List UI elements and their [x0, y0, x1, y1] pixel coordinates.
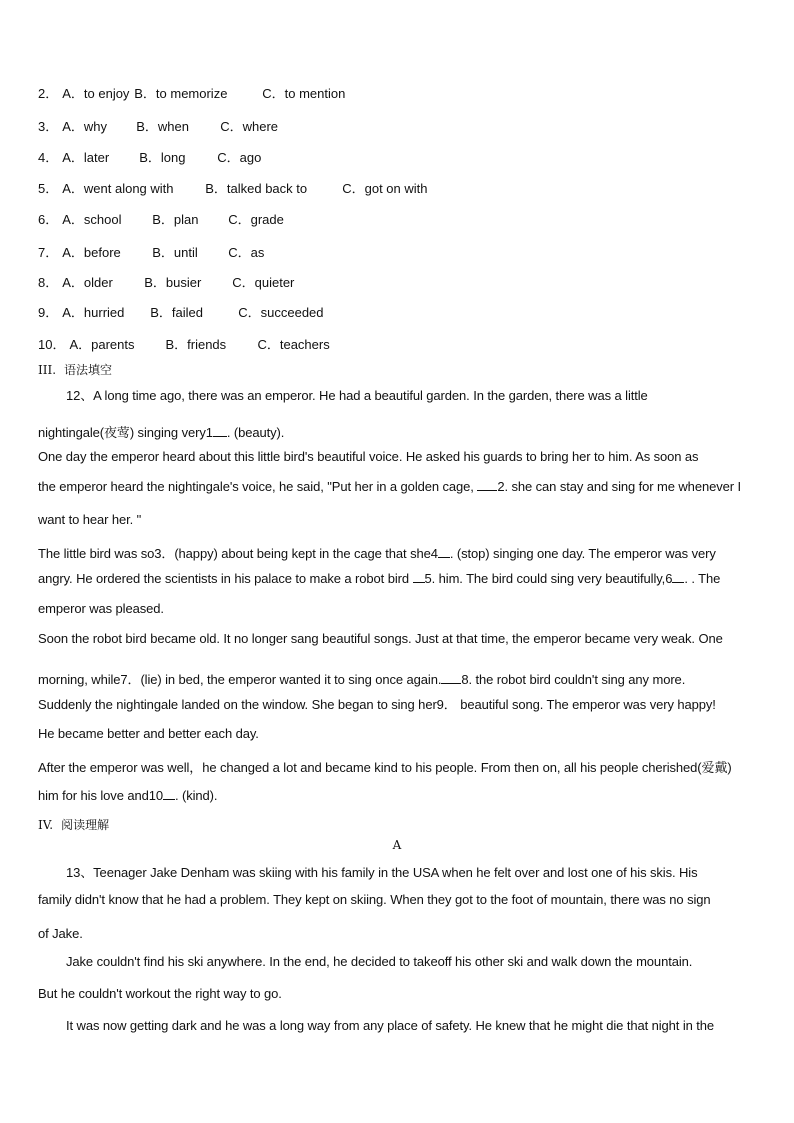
paragraph-line: [38, 926, 83, 941]
answer-blank-8[interactable]: [441, 675, 461, 684]
option-c: C．where: [220, 119, 279, 134]
section-heading-reading: [38, 816, 109, 833]
text: 12、A long time ago, there was an emperor. He had a beautiful garden. In the garden, there was a little: [66, 388, 648, 403]
text: 13、Teenager Jake Denham was skiing with his family in the USA when he felt over and lost one of his skis. His: [66, 865, 698, 880]
answer-blank-5[interactable]: [413, 574, 425, 583]
option-b: B．plan: [152, 212, 199, 227]
option-b: B．to memorize: [134, 86, 228, 101]
option-a: A．later: [62, 150, 110, 165]
text: the emperor heard the nightingale's voice, he said, "Put her in a golden cage,: [38, 479, 474, 494]
text: 5. him. The bird could sing very beautifully,6: [424, 571, 673, 586]
text: . (beauty).: [226, 425, 285, 440]
text: nightingale(夜莺) singing very1: [38, 425, 213, 440]
section-title: 语法填空: [64, 363, 113, 377]
option-row-10: [38, 334, 330, 353]
answer-blank-10[interactable]: [163, 791, 175, 800]
answer-blank-6[interactable]: [672, 574, 684, 583]
option-c: C．got on with: [342, 181, 428, 196]
paragraph-line: [38, 479, 741, 494]
question-number: 10．: [38, 337, 66, 352]
answer-blank-2[interactable]: [477, 482, 497, 491]
option-c: C．grade: [228, 212, 284, 227]
option-c: C．teachers: [257, 337, 330, 352]
section-number: III.: [38, 363, 57, 377]
paragraph-line: [66, 954, 692, 969]
option-b: B．friends: [165, 337, 227, 352]
paragraph-line: [38, 449, 698, 464]
option-row-3: [38, 116, 278, 135]
question-number: 8．: [38, 275, 59, 290]
option-a: A．parents: [69, 337, 135, 352]
text: After the emperor was well，he changed a lot and became kind to his people. From then on, all his people cherished(爱戴): [38, 760, 732, 775]
paragraph-line: [38, 669, 685, 688]
paragraph-line: [38, 631, 723, 646]
option-c: C．succeeded: [238, 305, 324, 320]
option-a: A．hurried: [62, 305, 125, 320]
option-b: B．talked back to: [205, 181, 308, 196]
text: 8. the robot bird couldn't sing any more.: [461, 672, 686, 687]
option-c: C．as: [228, 245, 265, 260]
question-number: 4．: [38, 150, 59, 165]
option-row-8: [38, 272, 294, 291]
option-b: B．busier: [144, 275, 202, 290]
paragraph-line: [38, 512, 141, 527]
text: . (stop) singing one day. The emperor was very: [449, 546, 716, 561]
question-number: 3．: [38, 119, 59, 134]
text: Jake couldn't find his ski anywhere. In the end, he decided to takeoff his other ski and walk down the mountain.: [66, 954, 693, 969]
option-a: A．school: [62, 212, 122, 227]
option-row-2: [38, 83, 345, 102]
text: One day the emperor heard about this little bird's beautiful voice. He asked his guards to bring her to him. As soon as: [38, 449, 699, 464]
text: Soon the robot bird became old. It no longer sang beautiful songs. Just at that time, the emperor became very weak. One: [38, 631, 723, 646]
question-number: 7．: [38, 245, 59, 260]
text: He became better and better each day.: [38, 726, 259, 741]
text: him for his love and10: [38, 788, 163, 803]
question-number: 9．: [38, 305, 59, 320]
text: The little bird was so3．(happy) about being kept in the cage that she4: [38, 546, 438, 561]
answer-blank-1[interactable]: [213, 428, 227, 437]
text: of Jake.: [38, 926, 83, 941]
section-number: IV.: [38, 818, 54, 832]
text: emperor was pleased.: [38, 601, 164, 616]
text: want to hear her. ": [38, 512, 142, 527]
option-b: B．until: [152, 245, 198, 260]
option-row-9: [38, 302, 324, 321]
option-row-5: [38, 178, 428, 197]
option-row-4: [38, 147, 261, 166]
passage-label: A: [392, 838, 402, 852]
section-heading-grammar: [38, 361, 112, 378]
paragraph-line: [38, 422, 284, 441]
option-b: B．when: [136, 119, 189, 134]
paragraph-line: [38, 726, 259, 741]
option-a: A．went along with: [62, 181, 174, 196]
paragraph-line: [66, 385, 648, 404]
option-a: A．older: [62, 275, 113, 290]
text: . . The: [684, 571, 721, 586]
paragraph-line: [66, 862, 697, 881]
paragraph-line: [38, 788, 217, 803]
text: angry. He ordered the scientists in his palace to make a robot bird: [38, 571, 409, 586]
paragraph-line: [38, 986, 282, 1001]
text: Suddenly the nightingale landed on the window. She began to sing her9． beautiful song. The emperor was very happy!: [38, 697, 716, 712]
option-b: B．long: [139, 150, 186, 165]
text: morning, while7．(lie) in bed, the emperor wanted it to sing once again.: [38, 672, 442, 687]
option-c: C．quieter: [232, 275, 295, 290]
option-a: A．to enjoy: [62, 86, 130, 101]
paragraph-line: [38, 601, 164, 616]
paragraph-line: [38, 892, 711, 907]
option-a: A．why: [62, 119, 108, 134]
option-row-6: [38, 209, 284, 228]
option-a: A．before: [62, 245, 121, 260]
question-number: 5．: [38, 181, 59, 196]
paragraph-line: [38, 694, 716, 713]
answer-blank-4[interactable]: [438, 549, 450, 558]
paragraph-line: [38, 757, 732, 776]
paragraph-line: [66, 1018, 714, 1033]
section-title: 阅读理解: [61, 818, 110, 832]
option-row-7: [38, 242, 264, 261]
text: family didn't know that he had a problem. They kept on skiing. When they got to the foot of mountain, there was no sign: [38, 892, 711, 907]
option-c: C．to mention: [262, 86, 346, 101]
question-number: 2．: [38, 86, 59, 101]
question-number: 6．: [38, 212, 59, 227]
text: 2. she can stay and sing for me whenever I: [497, 479, 741, 494]
text: But he couldn't workout the right way to go.: [38, 986, 282, 1001]
paragraph-line: [38, 571, 720, 586]
paragraph-line: [38, 543, 716, 562]
option-b: B．failed: [150, 305, 203, 320]
text: It was now getting dark and he was a long way from any place of safety. He knew that he might die that night in the: [66, 1018, 715, 1033]
option-c: C．ago: [217, 150, 262, 165]
text: . (kind).: [174, 788, 218, 803]
